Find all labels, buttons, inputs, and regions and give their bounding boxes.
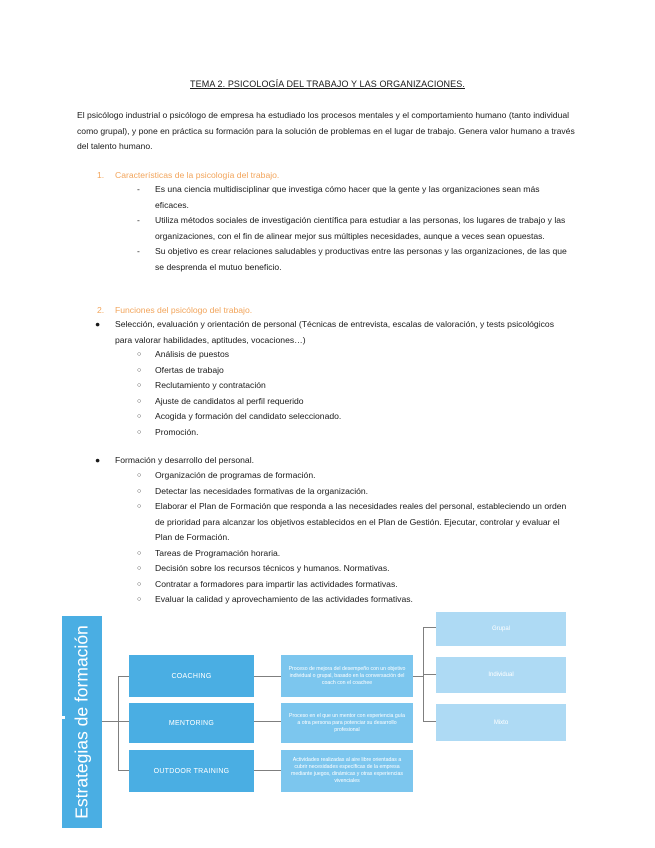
section2-heading: 2. Funciones del psicólogo del trabajo.	[97, 305, 253, 315]
list-item: ○ Reclutamiento y contratación	[137, 380, 266, 390]
modality-mixto: Mixto	[436, 704, 566, 741]
connector	[118, 676, 119, 771]
list-item: - Utiliza métodos sociales de investigación científica para estudiar a las personas, los lugares de trabajo y las organizaciones, con el fin de alinear mejor sus múltiples necesidades, aunque a veces sean opuestas.	[137, 215, 566, 241]
connector	[423, 674, 436, 675]
list-item: ○ Detectar las necesidades formativas de la organización.	[137, 485, 369, 496]
description-outdoor-training: Actividades realizadas al aire libre orientadas a cubrir necesidades específicas de la empresa mediante juegos, dinámicas y otras experiencias vivenciales	[281, 750, 413, 792]
modality-individual: Individual	[436, 657, 566, 693]
list-item: ○ Elaborar el Plan de Formación que responda a las necesidades reales del personal, estableciendo un orden de prioridad para alcanzar los objetivos establecidos en el Plan de Gestión. Ejecutar, controlar y evaluar el Plan de Formación.	[137, 501, 567, 542]
section1-list	[137, 182, 575, 275]
connector	[423, 627, 436, 628]
description-coaching: Proceso de mejora del desempeño con un objetivo individual o grupal, basado en la conversación del coach con el coachee	[281, 655, 413, 697]
section1-heading: 1. Características de la psicología del trabajo.	[97, 170, 280, 180]
list-item: ○ Análisis de puestos	[137, 349, 230, 359]
strategy-mentoring: MENTORING	[129, 703, 254, 743]
section2-group2-list	[137, 468, 575, 608]
connector	[423, 721, 436, 722]
list-item: ● Selección, evaluación y orientación de personal (Técnicas de entrevista, escalas de valoración, y tests psicológicos para valorar habilidades, aptitudes, vocaciones…)	[95, 319, 554, 345]
connector	[118, 721, 129, 722]
description-mentoring: Proceso en el que un mentor con experiencia guía a otra persona para potenciar su desarrollo profesional	[281, 703, 413, 743]
list-item: ○ Organización de programas de formación.	[137, 470, 316, 480]
strategy-coaching: COACHING	[129, 655, 254, 697]
list-item: ● Formación y desarrollo del personal.	[95, 455, 254, 465]
list-item: ○ Decisión sobre los recursos técnicos y humanos. Normativas.	[137, 563, 390, 573]
connector	[413, 676, 423, 677]
list-item: - Es una ciencia multidisciplinar que investiga cómo hacer que la gente y las organizaciones sean más eficaces.	[137, 184, 540, 210]
connector	[102, 721, 118, 722]
list-item: ○ Promoción.	[137, 426, 199, 437]
connector	[254, 721, 281, 722]
list-item: ○ Tareas de Programación horaria.	[137, 547, 281, 558]
intro-paragraph: El psicólogo industrial o psicólogo de empresa ha estudiado los procesos mentales y el comportamiento humano (tanto individual como grupal), y pone en práctica su formación para la solución de problemas en el lugar de trabajo. Genera valor humano a través del talento humano.	[77, 110, 575, 151]
diagram-marker	[62, 716, 65, 719]
list-item: ○ Ajuste de candidatos al perfil requerido	[137, 395, 304, 406]
diagram-side-title: Estrategias de formación	[62, 616, 102, 828]
section2-group2	[95, 453, 555, 469]
section2-group1	[95, 317, 555, 348]
list-item: ○ Contratar a formadores para impartir las actividades formativas.	[137, 578, 398, 589]
section2-group1-list	[137, 347, 555, 440]
connector	[118, 676, 129, 677]
strategy-outdoor-training: OUTDOOR TRAINING	[129, 750, 254, 792]
document-title: TEMA 2. PSICOLOGÍA DEL TRABAJO Y LAS ORGANIZACIONES.	[190, 79, 465, 89]
list-item: ○ Ofertas de trabajo	[137, 364, 224, 375]
modality-grupal: Grupal	[436, 612, 566, 646]
connector	[254, 676, 281, 677]
list-item: ○ Evaluar la calidad y aprovechamiento de las actividades formativas.	[137, 594, 413, 604]
connector	[254, 770, 281, 771]
connector	[118, 770, 129, 771]
list-item: ○ Acogida y formación del candidato seleccionado.	[137, 411, 342, 421]
list-item: - Su objetivo es crear relaciones saludables y productivas entre las personas y las organizaciones, de las que se desprenda el mutuo beneficio.	[137, 246, 567, 272]
